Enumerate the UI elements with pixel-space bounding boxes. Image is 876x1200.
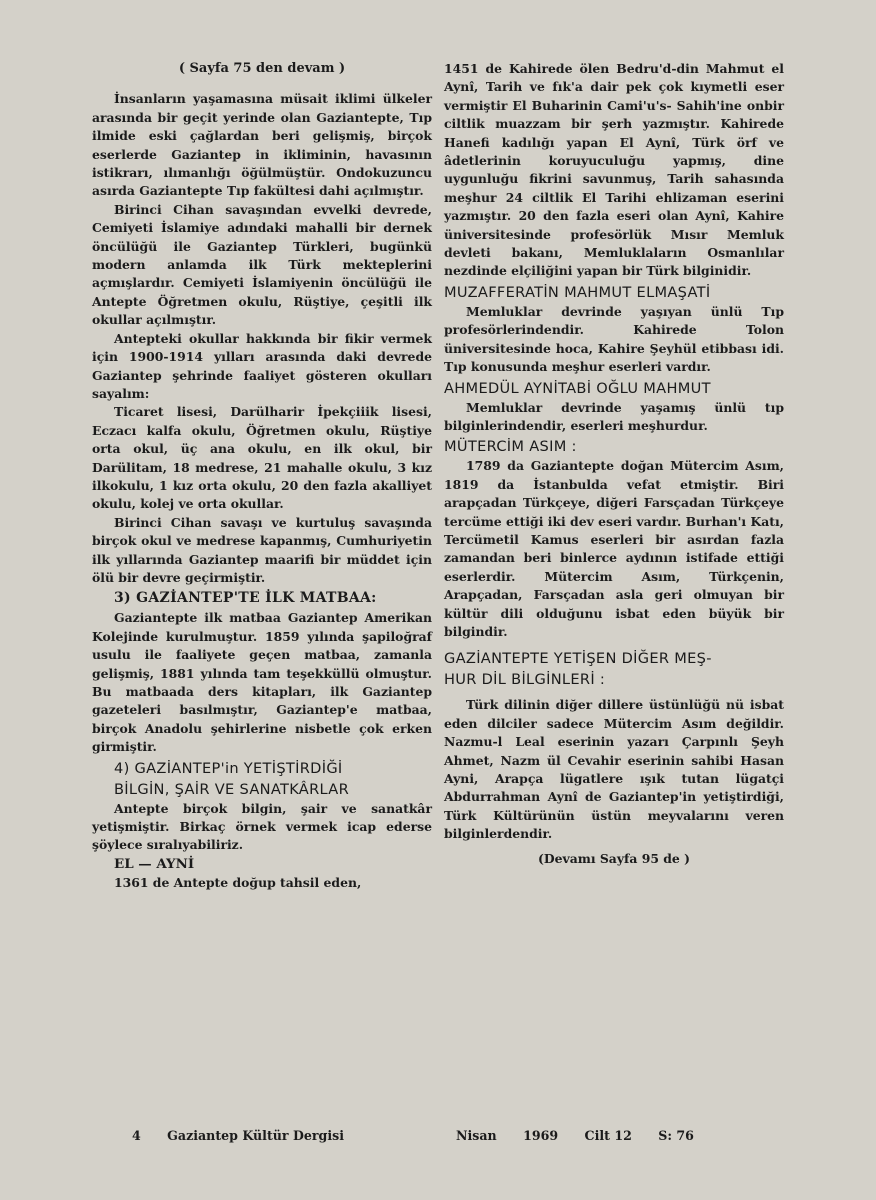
issue-number: S: 76 bbox=[658, 1128, 694, 1143]
section-heading-other-linguists: GAZİANTEPTE YETİŞEN DİĞER MEŞ- bbox=[444, 650, 712, 668]
journal-name: Gaziantep Kültür Dergisi bbox=[167, 1128, 344, 1143]
paragraph: Antepteki okullar hakkında bir fikir vermek için 1900-1914 yılları arasında daki devrede Gaziantep şehrinde faaliyet gösteren okulları sayalım: bbox=[92, 330, 432, 401]
section-heading-elmasati: MUZAFFERATİN MAHMUT ELMAŞATİ bbox=[444, 283, 711, 301]
subheading-el-ayni: EL — AYNİ bbox=[114, 855, 195, 872]
footer-left bbox=[132, 1128, 366, 1143]
issue-year: 1969 bbox=[523, 1128, 559, 1143]
spacer bbox=[444, 641, 784, 647]
right-column bbox=[444, 60, 784, 868]
paragraph: Gaziantepte ilk matbaa Gaziantep Amerikan Kolejinde kurulmuştur. 1859 yılında şapiloğraf usulu ile faaliyete geçen matbaa, zamanla gelişmiş, 1881 yılında tam teşekküllü olmuştur. Bu matbaada ders kitapları, ilk Gaziantep gazeteleri basılmıştır, Gaziantep'e matbaa, birçok Anadolu şehirlerine nisbetle çok erken girmiştir. bbox=[92, 610, 432, 755]
paragraph: Memluklar devrinde yaşamış ünlü tıp bilginlerindendir, eserleri meşhurdur. bbox=[444, 399, 784, 433]
paragraph: 1451 de Kahirede ölen Bedru'd-din Mahmut el Aynî, Tarih ve fık'a dair pek çok kıymetli eser vermiştir El Buharinin Cami'u's- Sahih'ine onbir ciltlik muazzam bir şerh yazmıştır. Kahirede Hanefi kadılığı yapan El Aynî, Türk örf ve âdetlerinin koruyuculuğu yapmış, dine uygunluğu fikrini savunmuş, Tarih sahasında meşhur 24 ciltlik El Tarihi ehlizaman eserini yazmıştır. 20 den fazla eseri olan Aynî, Kahire üniversitesinde profesörlük Mısır Memluk devleti bakanı, Memluklaların Osmanlılar nezdinde elçiliğini yapan bir Türk bilginidir. bbox=[444, 61, 784, 279]
continued-from-note: ( Sayfa 75 den devam ) bbox=[178, 61, 346, 76]
paragraph: Birinci Cihan savaşı ve kurtuluş savaşında birçok okul ve medrese kapanmış, Cumhuriyetin ilk yıllarında Gaziantep maarifi bir müddet için ölü bir devre geçirmiştir. bbox=[92, 514, 432, 585]
continued-on-note: (Devamı Sayfa 95 de ) bbox=[538, 850, 690, 866]
page-number: 4 bbox=[132, 1128, 141, 1143]
section-heading-aynitabi: AHMEDÜL AYNİTABİ OĞLU MAHMUT bbox=[444, 379, 711, 397]
paragraph: 1789 da Gaziantepte doğan Mütercim Asım, 1819 da İstanbulda vefat etmiştir. Biri arapçadan Türkçeye, diğeri Farsçadan Türkçeye tercüme ettiği iki dev eseri vardır. Burhan'ı Katı, Tercümetil Kamus eserleri bir asırdan fazla zamandan beri binlerce aydının istifade ettiği eserlerdir. Mütercim Asım, Türkçenin, Arapçadan, Farsçadan asla geri olmuyan bir kültür dili olduğunu isbat eden büyük bir bilgindir. bbox=[444, 458, 784, 639]
section-heading-scholars: 4) GAZİANTEP'in YETİŞTİRDİĞİ bbox=[114, 759, 343, 777]
paragraph: Birinci Cihan savaşından evvelki devrede, Cemiyeti İslamiye adındaki mahalli bir dernek öncülüğü ile Gaziantep Türkleri, bugünkü modern anlamda ilk Türk mekteplerini açmışlardır. Cemiyeti İslamiyenin öncülüğü ile Antepte Öğretmen okulu, Rüştiye, çeşitli ilk okullar açılmıştır. bbox=[92, 201, 432, 328]
section-heading-other-linguists-line2: HUR DİL BİLGİNLERİ : bbox=[444, 671, 606, 689]
issue-month: Nisan bbox=[456, 1128, 497, 1143]
paragraph: Antepte birçok bilgin, şair ve sanatkâr yetişmiştir. Birkaç örnek vermek icap ederse şöylece sıralıyabiliriz. bbox=[92, 800, 432, 853]
section-heading-mutercim-asim: MÜTERCİM ASIM : bbox=[444, 438, 577, 456]
paragraph: Memluklar devrinde yaşıyan ünlü Tıp profesörlerindendir. Kahirede Tolon üniversitesinde hoca, Kahire Şeyhül etibbası idi. Tıp konusunda meşhur eserleri vardır. bbox=[444, 303, 784, 375]
footer-right bbox=[456, 1128, 716, 1143]
section-heading-printing-house: 3) GAZİANTEP'TE İLK MATBAA: bbox=[114, 590, 377, 607]
paragraph: İnsanların yaşamasına müsait iklimi ülkeler arasında bir geçit yerinde olan Gaziantepte, Tıp ilmide eski çağlardan beri gelişmiş, birçok eserlerde Gaziantep in ikliminin, havasının istikrarı, ılımanlığı öğülmüştür. Ondokuzuncu asırda Gaziantepte Tıp fakültesi dahi açılmıştır. bbox=[92, 91, 432, 199]
issue-volume: Cilt 12 bbox=[584, 1128, 632, 1143]
section-heading-scholars-line2: BİLGİN, ŞAİR VE SANATKÂRLAR bbox=[114, 780, 350, 798]
paragraph: Ticaret lisesi, Darülharir İpekçiiik lisesi, Eczacı kalfa okulu, Öğretmen okulu, Rüştiye orta okul, üç ana okulu, en ilk okul, bir Darülitam, 18 medrese, 21 mahalle okulu, 3 kız ilkokulu, 1 kız orta okulu, 20 den fazla akalliyet okulu, kolej ve orta okullar. bbox=[92, 404, 432, 512]
paragraph: Türk dilinin diğer dillere üstünlüğü nü isbat eden dilciler sadece Mütercim Asım değildir. Nazmu-l Leal eserinin yazarı Çarpınlı Şeyh Ahmet, Nazm ül Cevahir eserinin sahibi Hasan Ayni, Arapça lügatlere ışık tutan lügatçi Abdurrahman Aynî de Gaziantep'in yetiştirdiği, Türk Kültürünün üstün meyvalarını veren bilginlerdendir. bbox=[444, 697, 784, 842]
paragraph: 1361 de Antepte doğup tahsil eden, bbox=[114, 874, 362, 890]
left-column bbox=[92, 60, 432, 892]
